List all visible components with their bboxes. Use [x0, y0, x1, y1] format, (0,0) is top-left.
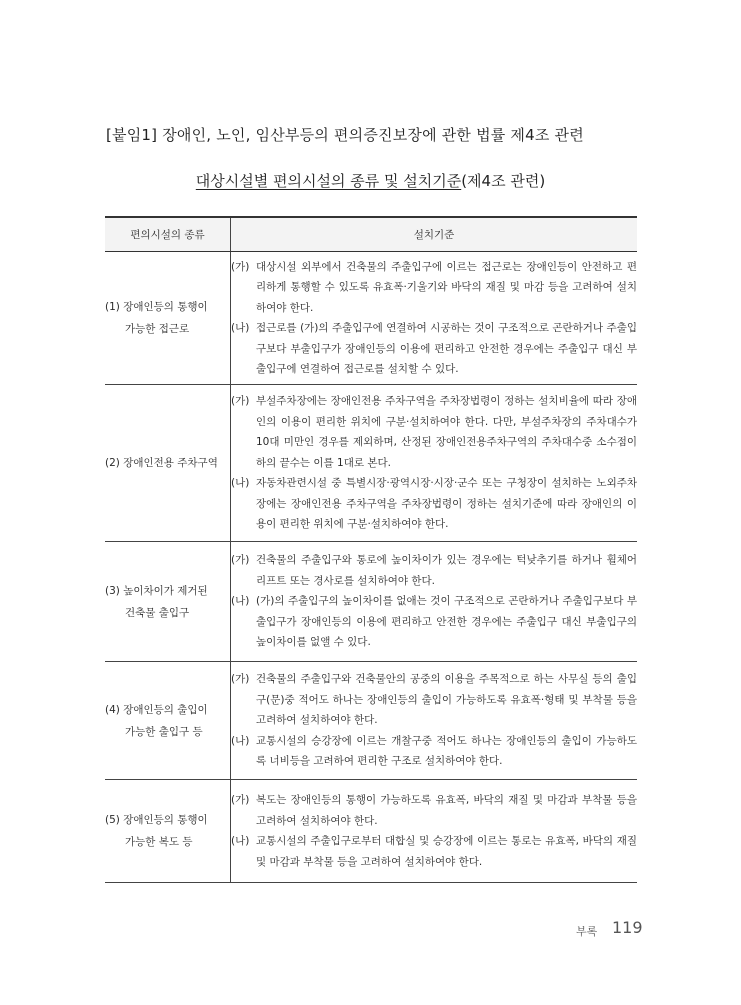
facility-standards-table — [105, 216, 637, 883]
facility-type-cell — [105, 780, 231, 883]
standard-item — [231, 473, 637, 535]
standard-cell — [231, 780, 638, 883]
facility-type-cell — [105, 385, 231, 542]
facility-type-line: (5) 장애인등의 통행이 — [105, 814, 208, 826]
item-text: 건축물의 주출입구와 통로에 높이차이가 있는 경우에는 턱낮추기를 하거나 휠체어리프트 또는 경사로를 설치하여야 한다. — [256, 554, 637, 587]
item-marker: (나) — [231, 595, 250, 608]
facility-type-line: (2) 장애인전용 주차구역 — [105, 457, 218, 469]
standard-item — [231, 731, 637, 772]
item-text: 복도는 장애인등의 통행이 가능하도록 유효폭, 바닥의 재질 및 마감과 부착물 등을 고려하여 설치하여야 한다. — [256, 794, 637, 827]
item-marker: (나) — [231, 477, 250, 490]
item-marker: (가) — [231, 395, 250, 408]
table-row — [105, 542, 637, 662]
facility-type-line: 건축물 출입구 — [125, 606, 190, 619]
item-text: 접근로를 (가)의 주출입구에 연결하여 시공하는 것이 구조적으로 곤란하거나 주출입구보다 부출입구가 장애인등의 이용에 편리하고 안전한 경우에는 주출입구 대신 부출입구에 연결하여 접근로를 설치할 수 있다. — [256, 322, 637, 375]
facility-type-cell — [105, 252, 231, 385]
facility-type-line: (1) 장애인등의 통행이 — [105, 301, 208, 313]
table-row — [105, 780, 637, 883]
standard-item — [231, 831, 637, 872]
table-row — [105, 252, 637, 385]
facility-type-cell — [105, 542, 231, 662]
item-text: 자동차관련시설 중 특별시장·광역시장·시장·군수 또는 구청장이 설치하는 노외주차장에는 장애인전용 주차구역을 주차장법령이 정하는 설치기준에 따라 장애인의 이용이 편리한 위치에 구분·설치하여야 한다. — [256, 477, 637, 531]
standard-cell — [231, 542, 638, 662]
item-marker: (나) — [231, 835, 250, 847]
table-title — [0, 170, 741, 191]
item-marker: (가) — [231, 673, 250, 686]
item-text: 교통시설의 승강장에 이르는 개찰구중 적어도 하나는 장애인등의 출입이 가능하도록 너비등을 고려하여 편리한 구조로 설치하여야 한다. — [256, 734, 637, 768]
item-marker: (가) — [231, 260, 250, 273]
header-standard: 설치기준 — [231, 217, 638, 252]
item-text: 대상시설 외부에서 건축물의 주출입구에 이르는 접근로는 장애인등이 안전하고 편리하게 통행할 수 있도록 유효폭·기울기와 바닥의 재질 및 마감 등을 고려하여 설치하여야 한다. — [256, 260, 637, 314]
footer-section-label: 부록 — [576, 925, 598, 938]
standard-item — [231, 790, 637, 831]
facility-type-line: (3) 높이차이가 제거된 — [105, 584, 208, 597]
item-text: 건축물의 주출입구와 건축물안의 공중의 이용을 주목적으로 하는 사무실 등의 출입구(문)중 적어도 하나는 장애인등의 출입이 가능하도록 유효폭·형태 및 부착물 등을 고려하여 설치하여야 한다. — [256, 673, 637, 727]
item-marker: (가) — [231, 554, 250, 567]
standard-item — [231, 391, 637, 473]
standard-cell — [231, 252, 638, 385]
table-title-suffix: (제4조 관련) — [461, 172, 546, 190]
standard-item — [231, 550, 637, 591]
facility-type-line: 가능한 출입구 등 — [125, 725, 203, 738]
facility-type-line: 가능한 접근로 — [125, 323, 190, 335]
item-text: 교통시설의 주출입구로부터 대합실 및 승강장에 이르는 통로는 유효폭, 바닥의 재질 및 마감과 부착물 등을 고려하여 설치하여야 한다. — [256, 835, 637, 868]
page-number: 119 — [612, 918, 643, 937]
header-facility-type: 편의시설의 종류 — [105, 217, 231, 252]
table-row — [105, 662, 637, 780]
standard-cell — [231, 662, 638, 780]
item-marker: (가) — [231, 794, 250, 806]
facility-type-line: (4) 장애인등의 출입이 — [105, 703, 208, 716]
standard-cell — [231, 385, 638, 542]
item-text: (가)의 주출입구의 높이차이를 없애는 것이 구조적으로 곤란하거나 주출입구보다 부출입구가 장애인등의 이용에 편리하고 안전한 경우에는 주출입구 대신 부출입구의 높이차이를 없앨 수 있다. — [256, 595, 637, 649]
item-text: 부설주차장에는 장애인전용 주차구역을 주차장법령이 정하는 설치비율에 따라 장애인의 이용이 편리한 위치에 구분·설치하여야 한다. 다만, 부설주차장의 주차대수가 10대 미만인 경우를 제외하며, 산정된 장애인전용주차구역의 주차대수중 소수점이하의 끝수는 이를 1대로 본다. — [256, 395, 637, 469]
standard-item — [231, 318, 637, 380]
item-marker: (나) — [231, 734, 250, 747]
table-row — [105, 385, 637, 542]
standard-item — [231, 591, 637, 653]
facility-type-cell — [105, 662, 231, 780]
table-header-row — [105, 217, 637, 252]
appendix-heading: [붙임1] 장애인, 노인, 임산부등의 편의증진보장에 관한 법률 제4조 관련 — [106, 126, 584, 144]
standard-item — [231, 257, 637, 319]
standard-item — [231, 669, 637, 731]
facility-type-line: 가능한 복도 등 — [125, 836, 193, 848]
table-title-main: 대상시설별 편의시설의 종류 및 설치기준 — [195, 172, 462, 190]
item-marker: (나) — [231, 322, 250, 334]
